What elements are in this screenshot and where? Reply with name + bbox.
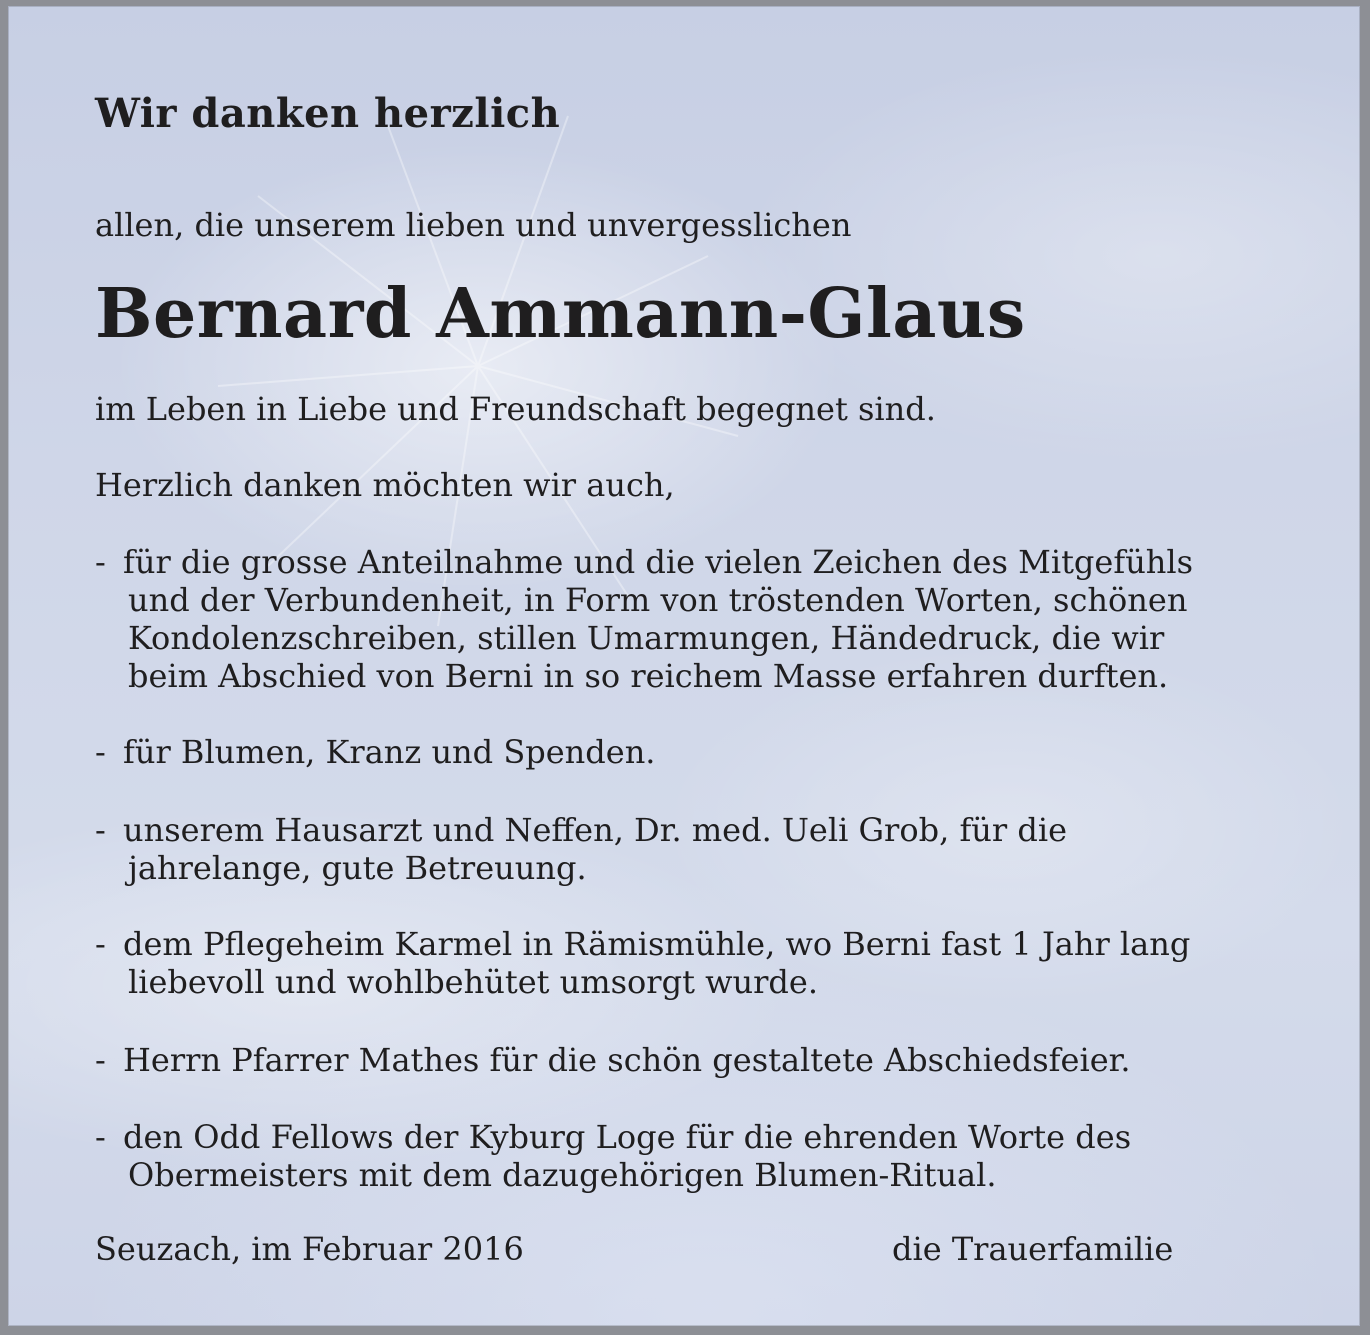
item-dash: - xyxy=(95,1118,106,1156)
thanks-item xyxy=(95,925,1190,1001)
item-line: Obermeisters mit dem dazugehörigen Blumen-Ritual. xyxy=(128,1156,997,1194)
thanks-item xyxy=(95,733,655,771)
place-date: Seuzach, im Februar 2016 xyxy=(95,1230,524,1268)
obituary-card xyxy=(8,6,1360,1326)
item-line: beim Abschied von Berni in so reichem Masse erfahren durften. xyxy=(128,657,1169,695)
line-after-name: im Leben in Liebe und Freundschaft begegnet sind. xyxy=(95,390,936,428)
intro-text: allen, die unserem lieben und unvergesslichen xyxy=(95,206,852,244)
item-line: und der Verbundenheit, in Form von tröstenden Worten, schönen xyxy=(128,581,1188,619)
item-line: liebevoll und wohlbehütet umsorgt wurde. xyxy=(128,963,818,1001)
thanks-intro: Herzlich danken möchten wir auch, xyxy=(95,466,675,504)
item-line: jahrelange, gute Betreuung. xyxy=(128,849,587,887)
thanks-item xyxy=(95,1118,1131,1194)
item-line: für Blumen, Kranz und Spenden. xyxy=(123,733,656,771)
item-dash: - xyxy=(95,733,106,771)
heading: Wir danken herzlich xyxy=(95,90,561,137)
item-line: unserem Hausarzt und Neffen, Dr. med. Ueli Grob, für die xyxy=(123,811,1068,849)
item-dash: - xyxy=(95,1041,106,1079)
item-line: den Odd Fellows der Kyburg Loge für die ehrenden Worte des xyxy=(123,1118,1132,1156)
item-line: dem Pflegeheim Karmel in Rämismühle, wo Berni fast 1 Jahr lang xyxy=(123,925,1191,963)
item-line: Kondolenzschreiben, stillen Umarmungen, Händedruck, die wir xyxy=(128,619,1165,657)
item-dash: - xyxy=(95,811,106,849)
item-dash: - xyxy=(95,543,106,581)
signature: die Trauerfamilie xyxy=(892,1230,1174,1268)
item-line: Herrn Pfarrer Mathes für die schön gestaltete Abschiedsfeier. xyxy=(123,1041,1131,1079)
item-line: für die grosse Anteilnahme und die vielen Zeichen des Mitgefühls xyxy=(123,543,1194,581)
thanks-item xyxy=(95,1041,1131,1079)
deceased-name: Bernard Ammann-Glaus xyxy=(95,274,1026,354)
item-dash: - xyxy=(95,925,106,963)
thanks-item xyxy=(95,811,1067,887)
thanks-item xyxy=(95,543,1193,695)
